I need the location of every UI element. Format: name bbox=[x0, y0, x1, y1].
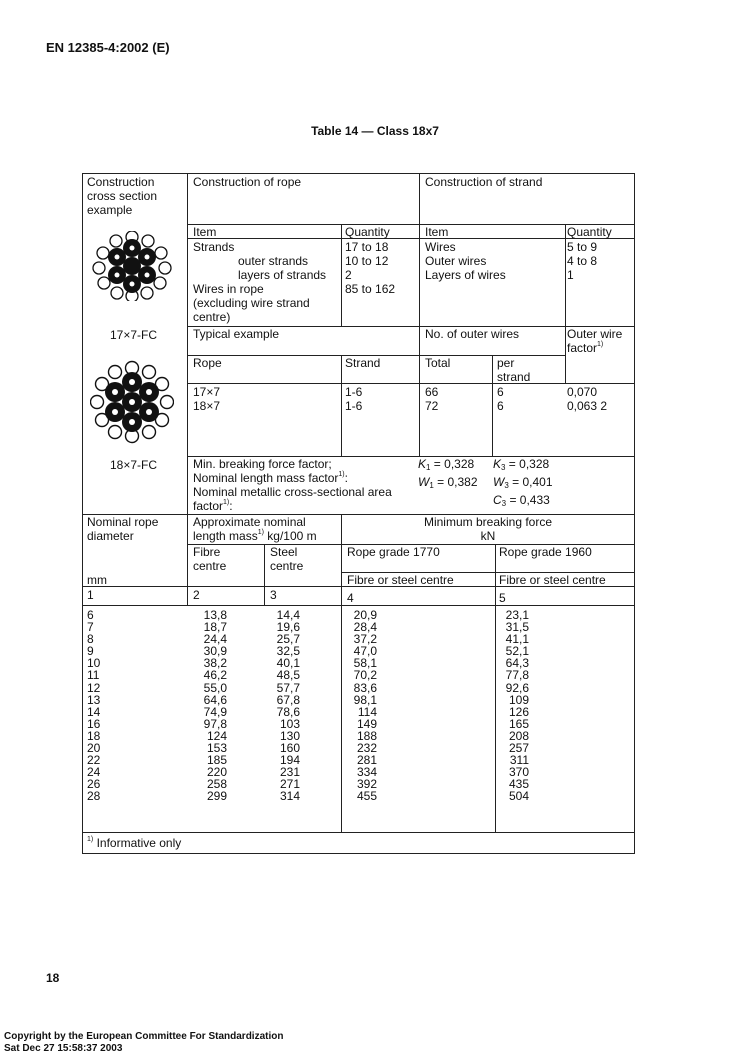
table-cell: 114 bbox=[357, 704, 377, 719]
typical-total-values: 66 72 bbox=[425, 385, 439, 413]
fibre-centre-header: Fibre centre bbox=[193, 545, 227, 573]
table-cell: 67,8 bbox=[276, 692, 300, 707]
table-cell: 46,2 bbox=[203, 668, 227, 683]
table-cell: 149 bbox=[356, 716, 377, 731]
diameter-column bbox=[87, 609, 100, 803]
table-cell: 64,6 bbox=[203, 692, 227, 707]
table-title: Table 14 — Class 18x7 bbox=[311, 124, 439, 138]
table-cell: 208 bbox=[508, 728, 529, 743]
table-cell: 281 bbox=[356, 753, 377, 768]
table-cell: 70,2 bbox=[353, 668, 377, 683]
construction-of-rope-header: Construction of rope bbox=[193, 175, 302, 189]
table-cell: 55,0 bbox=[203, 680, 227, 695]
table-cell: 455 bbox=[356, 789, 377, 804]
col-number-4: 4 bbox=[347, 591, 354, 605]
rope-table bbox=[82, 173, 635, 854]
grade-1960-centre-label: Fibre or steel centre bbox=[499, 573, 606, 587]
rope-17x7-cross-section-image bbox=[90, 231, 174, 301]
table-cell: 74,9 bbox=[203, 704, 227, 719]
table-cell: 38,2 bbox=[203, 656, 227, 671]
document-header: EN 12385-4:2002 (E) bbox=[46, 40, 170, 55]
table-cell: 124 bbox=[206, 728, 227, 743]
min-breaking-force-header: Minimum breaking force kN bbox=[423, 515, 553, 543]
strand-quantities: 5 to 9 4 to 8 1 bbox=[567, 240, 598, 282]
table-cell: 64,3 bbox=[505, 656, 529, 671]
table-cell: 220 bbox=[206, 765, 227, 780]
table-cell: 40,1 bbox=[276, 656, 300, 671]
table-cell: 24 bbox=[87, 765, 101, 780]
mbf-1770-column bbox=[347, 609, 377, 803]
table-cell: 185 bbox=[206, 753, 227, 768]
table-cell: 130 bbox=[279, 728, 300, 743]
table-cell: 98,1 bbox=[353, 692, 377, 707]
total-col-header: Total bbox=[425, 356, 451, 370]
approx-mass-header: Approximate nominal length mass$^{1)}$ kg/100 m bbox=[193, 515, 317, 543]
rope-quantities: 17 to 18 10 to 12 2 85 to 162 bbox=[345, 240, 396, 296]
strand-quantity-header: Quantity bbox=[567, 225, 612, 239]
table-cell: 165 bbox=[508, 716, 529, 731]
table-cell: 24,4 bbox=[203, 632, 227, 647]
table-cell: 7 bbox=[87, 620, 94, 635]
table-cell: 13 bbox=[87, 692, 101, 707]
col-number-2: 2 bbox=[193, 588, 200, 602]
table-cell: 52,1 bbox=[505, 644, 529, 659]
table-cell: 77,8 bbox=[505, 668, 529, 683]
cross-section-label: Construction cross section example bbox=[87, 175, 158, 217]
table-cell: 28 bbox=[87, 789, 101, 804]
typical-strand-values: 1-6 1-6 bbox=[345, 385, 363, 413]
table-cell: 41,1 bbox=[505, 632, 529, 647]
table-cell: 30,9 bbox=[203, 644, 227, 659]
table-cell: 92,6 bbox=[505, 680, 529, 695]
copyright-notice: Copyright by the European Committee For Standardization Sat Dec 27 15:58:37 2003 bbox=[4, 1031, 284, 1054]
table-cell: 6 bbox=[87, 608, 94, 622]
table-cell: 83,6 bbox=[353, 680, 377, 695]
construction-of-strand-header: Construction of strand bbox=[425, 175, 543, 189]
table-cell: 10 bbox=[87, 656, 101, 671]
table-cell: 160 bbox=[279, 741, 300, 756]
strand-col-header: Strand bbox=[345, 356, 381, 370]
col-number-3: 3 bbox=[270, 588, 277, 602]
table-cell: 311 bbox=[509, 753, 529, 768]
table-cell: 31,5 bbox=[505, 620, 529, 635]
outer-wire-factor-header: Outer wire factor$^{1)}$ bbox=[567, 327, 623, 355]
table-cell: 8 bbox=[87, 632, 94, 647]
rope-item-header: Item bbox=[193, 225, 217, 239]
table-cell: 299 bbox=[206, 789, 227, 804]
factor-labels: Min. breaking force factor; Nominal length mass factor$^{1)}$: Nominal metallic cross-sectional area factor$^{1)}$: bbox=[193, 457, 392, 513]
table-cell: 153 bbox=[206, 741, 227, 756]
table-cell: 48,5 bbox=[276, 668, 300, 683]
factor-values-k3-w3-c3: $K_3 = 0,328$ $W_3 = 0,401$ $C_3 = 0,433$ bbox=[493, 457, 553, 508]
rope-18x7-cross-section-image bbox=[90, 360, 174, 444]
table-cell: 103 bbox=[279, 716, 300, 731]
table-cell: 435 bbox=[508, 777, 529, 792]
table-cell: 504 bbox=[508, 789, 529, 804]
strand-item-header: Item bbox=[425, 225, 449, 239]
table-cell: 78,6 bbox=[276, 704, 300, 719]
table-cell: 11 bbox=[87, 668, 100, 683]
typical-example-header: Typical example bbox=[193, 327, 280, 341]
steel-mass-column bbox=[270, 609, 300, 803]
table-cell: 334 bbox=[356, 765, 377, 780]
factor-values-k1-w1: $K_1 = 0,328$ $W_1 = 0,382$ bbox=[418, 457, 478, 490]
table-cell: 392 bbox=[356, 777, 377, 792]
table-cell: 16 bbox=[87, 716, 101, 731]
example-18x7-label: 18×7-FC bbox=[110, 458, 158, 472]
table-cell: 28,4 bbox=[353, 620, 377, 635]
table-cell: 13,8 bbox=[203, 608, 227, 622]
table-cell: 9 bbox=[87, 644, 94, 659]
table-cell: 32,5 bbox=[276, 644, 300, 659]
grade-1960-header: Rope grade 1960 bbox=[499, 545, 592, 559]
col-number-5: 5 bbox=[499, 591, 506, 605]
table-cell: 14 bbox=[87, 704, 101, 719]
example-17x7-label: 17×7-FC bbox=[110, 328, 158, 342]
strand-items: Wires Outer wires Layers of wires bbox=[425, 240, 506, 282]
table-cell: 20,9 bbox=[353, 608, 377, 622]
rope-quantity-header: Quantity bbox=[345, 225, 390, 239]
table-cell: 126 bbox=[508, 704, 529, 719]
table-cell: 58,1 bbox=[353, 656, 377, 671]
table-cell: 22 bbox=[87, 753, 101, 768]
rope-items: Strands outer strands layers of strands Wires in rope (excluding wire strand centre) bbox=[193, 240, 327, 324]
table-cell: 188 bbox=[356, 728, 377, 743]
table-cell: 257 bbox=[508, 741, 529, 756]
fibre-mass-column bbox=[190, 609, 227, 803]
grade-1770-header: Rope grade 1770 bbox=[347, 545, 440, 559]
page-number: 18 bbox=[46, 971, 60, 985]
table-cell: 14,4 bbox=[276, 608, 300, 622]
table-cell: 26 bbox=[87, 777, 101, 792]
table-cell: 23,1 bbox=[505, 608, 529, 622]
mbf-1960-column bbox=[499, 609, 529, 803]
table-cell: 47,0 bbox=[353, 644, 377, 659]
footnote: $^{1)}$ Informative only bbox=[87, 836, 182, 850]
table-cell: 232 bbox=[356, 741, 377, 756]
table-cell: 37,2 bbox=[353, 632, 377, 647]
table-cell: 18 bbox=[87, 728, 101, 743]
rope-col-header: Rope bbox=[193, 356, 222, 370]
table-cell: 314 bbox=[279, 789, 300, 804]
col-number-1: 1 bbox=[87, 588, 94, 602]
mm-unit-label: mm bbox=[87, 573, 107, 587]
per-strand-col-header: per strand bbox=[497, 356, 531, 384]
table-cell: 19,6 bbox=[276, 620, 300, 635]
table-cell: 271 bbox=[279, 777, 300, 792]
table-cell: 20 bbox=[87, 741, 101, 756]
table-cell: 231 bbox=[279, 765, 300, 780]
table-cell: 12 bbox=[87, 680, 101, 695]
nominal-diameter-header: Nominal rope diameter bbox=[87, 515, 159, 543]
typical-rope-values: 17×7 18×7 bbox=[193, 385, 221, 413]
table-cell: 258 bbox=[206, 777, 227, 792]
no-outer-wires-header: No. of outer wires bbox=[425, 327, 520, 341]
table-cell: 194 bbox=[279, 753, 300, 768]
grade-1770-centre-label: Fibre or steel centre bbox=[347, 573, 454, 587]
table-cell: 25,7 bbox=[276, 632, 300, 647]
typical-factor-values: 0,070 0,063 2 bbox=[567, 385, 608, 413]
table-cell: 57,7 bbox=[276, 680, 300, 695]
table-cell: 370 bbox=[508, 765, 529, 780]
typical-per-strand-values: 6 6 bbox=[497, 385, 504, 413]
table-cell: 97,8 bbox=[203, 716, 227, 731]
table-cell: 18,7 bbox=[203, 620, 227, 635]
steel-centre-header: Steel centre bbox=[270, 545, 304, 573]
table-cell: 109 bbox=[508, 692, 529, 707]
